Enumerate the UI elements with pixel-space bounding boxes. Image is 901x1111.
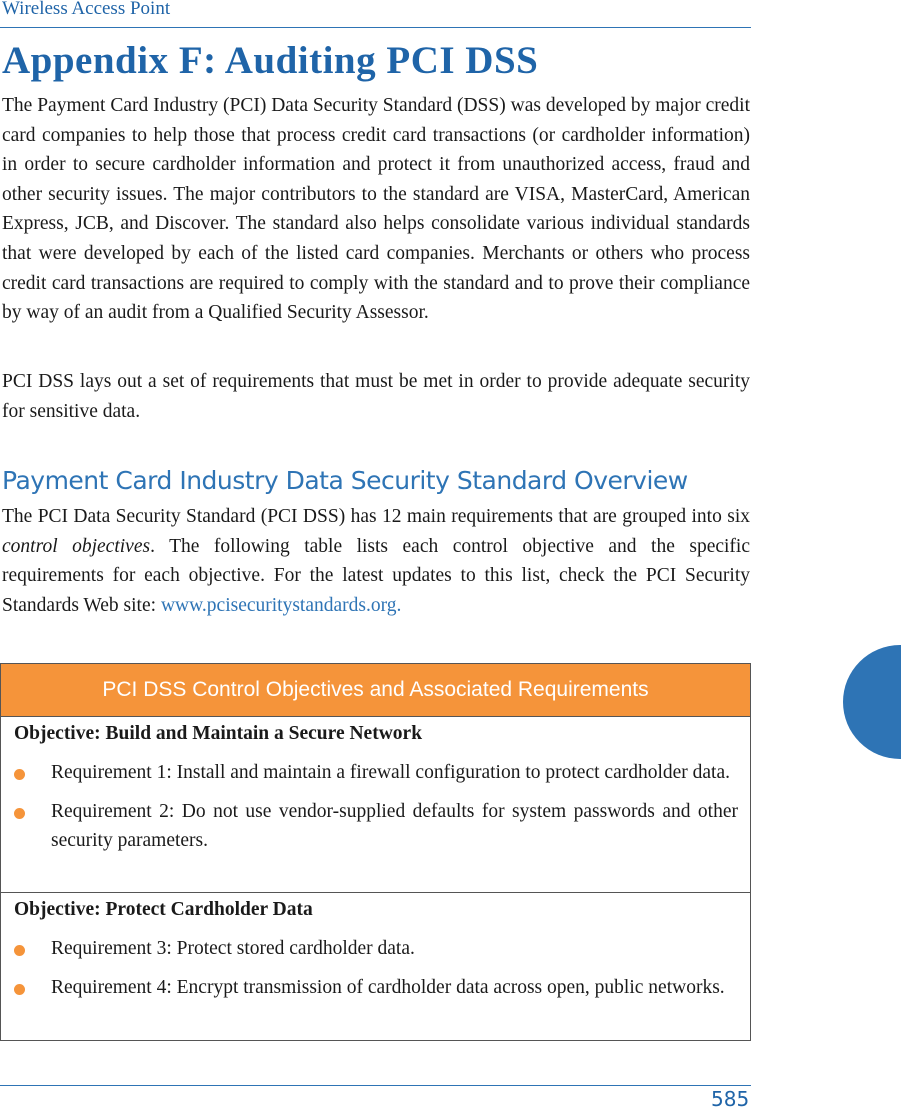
intro-paragraph-2: PCI DSS lays out a set of requirements that must be met in order to provide adequate security for sensitive data. <box>2 371 750 422</box>
objective-block <box>1 892 750 1002</box>
pci-website-link[interactable]: www.pcisecuritystandards.org. <box>160 594 402 616</box>
overview-paragraph <box>2 502 750 620</box>
objective-block <box>1 717 750 892</box>
page-title: Appendix F: Auditing PCI DSS <box>2 39 539 82</box>
running-header: Wireless Access Point <box>2 0 171 19</box>
requirement-text: Requirement 3: Protect stored cardholder data. <box>51 938 415 959</box>
objective-title: Objective: Build and Maintain a Secure Network <box>14 723 423 744</box>
requirement-item <box>14 758 738 787</box>
bullet-icon <box>14 945 25 956</box>
header-rule <box>0 27 751 28</box>
bullet-icon <box>14 808 25 819</box>
requirements-table <box>0 663 751 1041</box>
bullet-icon <box>14 769 25 780</box>
footer-rule <box>0 1085 751 1086</box>
control-objectives-term: control objectives <box>2 535 151 557</box>
intro-paragraph: The Payment Card Industry (PCI) Data Security Standard (DSS) was developed by major credit card companies to help those that process credit card transactions (or cardholder information) in order to secure cardholder information and protect it from unauthorized access, fraud and other security issues. The major contributors to the standard are VISA, MasterCard, American Express, JCB, and Discover. The standard also helps consolidate various individual standards that were developed by each of the listed card companies. Merchants or others who process credit card transactions are required to comply with the standard and to prove their compliance by way of an audit from a Qualified Security Assessor. <box>2 95 750 324</box>
section-heading: Payment Card Industry Data Security Standard Overview <box>2 466 688 495</box>
table-header: PCI DSS Control Objectives and Associated Requirements <box>1 664 750 717</box>
requirement-text: Requirement 2: Do not use vendor-supplied defaults for system passwords and other security parameters. <box>51 801 738 851</box>
requirement-text: Requirement 1: Install and maintain a firewall configuration to protect cardholder data. <box>51 762 731 783</box>
requirement-item <box>14 934 738 963</box>
overview-text-start: The PCI Data Security Standard (PCI DSS) has 12 main requirements that are grouped into six <box>2 506 750 527</box>
bullet-icon <box>14 984 25 995</box>
page-number: 585 <box>711 1087 750 1111</box>
objective-title: Objective: Protect Cardholder Data <box>14 899 313 920</box>
overview-text-end: . The following table lists each control objective and the specific requirements for each objective. For the latest updates to this list, check the PCI Security Standards Web site: <box>2 535 750 616</box>
requirement-item <box>14 973 738 1002</box>
requirement-text: Requirement 4: Encrypt transmission of cardholder data across open, public networks. <box>51 977 725 998</box>
requirement-item <box>14 797 738 855</box>
chapter-tab <box>843 645 901 759</box>
